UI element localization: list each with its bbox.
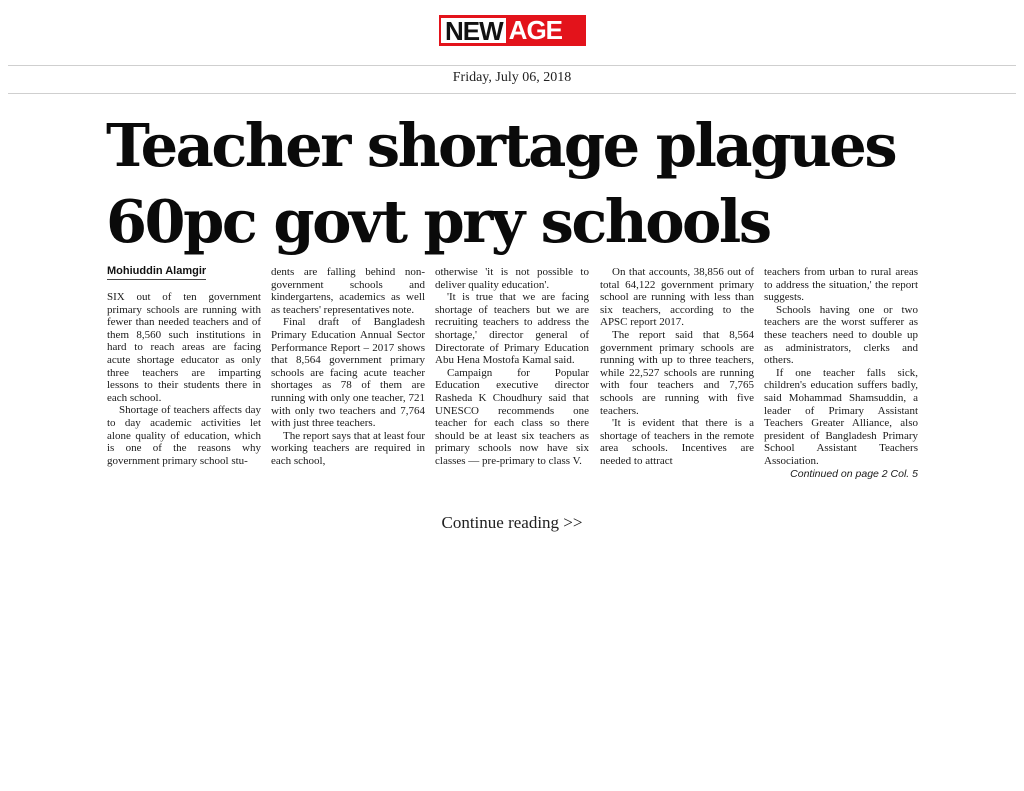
- headline-line-2: 60pc govt pry schools: [106, 187, 770, 256]
- paragraph: Schools having one or two teachers are the worst sufferer as these teachers need to double up as administrators, clerks and others.: [764, 303, 918, 367]
- article-column-2: [271, 266, 425, 468]
- headline-line-1: Teacher shortage plagues: [106, 111, 896, 180]
- paragraph: Final draft of Bangladesh Primary Education Annual Sector Performance Report – 2017 shows that 8,564 government primary schools are facing acute teacher shortages as 78 of them are running with only one teacher, 721 with only two teachers and 7,764 with just three teachers.: [271, 316, 425, 430]
- paragraph: SIX out of ten government primary schools are running with fewer than needed teachers and of them 8,560 such institutions in hard to reach areas are facing acute shortage educator as only three teachers are imparting lessons to their students there in each school.: [107, 291, 261, 404]
- paragraph: 'It is true that we are facing shortage of teachers but we are recruiting teachers to address the shortage,' director general of Directorate of Primary Education Abu Hena Mostofa Kamal said.: [435, 291, 589, 367]
- paragraph: Campaign for Popular Education executive director Rasheda K Choudhury said that UNESCO recommends one teacher for each class so there should be at least six teachers as primary schools now have six classes — pre-primary to class V.: [435, 366, 589, 467]
- paragraph: dents are falling behind non-government schools and kindergartens, academics as well as teachers' representatives note.: [271, 266, 425, 316]
- continue-reading-link[interactable]: Continue reading >>: [441, 513, 583, 532]
- byline: Mohiuddin Alamgir: [107, 265, 206, 280]
- paragraph: 'It is evident that there is a shortage of teachers in the remote area schools. Incentives are needed to attract: [600, 417, 754, 467]
- date-divider: [8, 93, 1016, 94]
- article-column-1: [107, 291, 261, 467]
- logo-age: AGE: [508, 15, 563, 45]
- article-column-5: [764, 266, 918, 480]
- paragraph: The report says that at least four working teachers are required in each school,: [271, 429, 425, 467]
- logo-new: NEW: [441, 18, 506, 43]
- continued-note: Continued on page 2 Col. 5: [790, 467, 918, 480]
- article-column-3: [435, 266, 589, 468]
- paragraph: The report said that 8,564 government primary schools are running with up to three teachers, while 22,527 schools are running with four teachers and 7,765 schools are running with five teachers.: [600, 328, 754, 417]
- paragraph: otherwise 'it is not possible to deliver quality education'.: [435, 266, 589, 291]
- masthead: [0, 0, 1024, 62]
- paragraph: Shortage of teachers affects day to day academic activities let alone quality of education, which is one of the reasons why government primary school stu-: [107, 404, 261, 467]
- paragraph: On that accounts, 38,856 out of total 64,122 government primary school are running with less than six teachers, according to the APSC report 2017.: [600, 266, 754, 329]
- newage-logo[interactable]: [439, 15, 586, 46]
- article-column-4: [600, 266, 754, 468]
- publication-date: Friday, July 06, 2018: [452, 70, 572, 85]
- paragraph: teachers from urban to rural areas to address the situation,' the report suggests.: [764, 266, 918, 304]
- paragraph: If one teacher falls sick, children's education suffers badly, said Mohammad Shamsuddin, a leader of Primary Assistant Teachers Greater Alliance, also president of Bangladesh Primary School Assistant Teachers Association.: [764, 366, 918, 467]
- top-divider: [8, 65, 1016, 66]
- article-headline: [106, 108, 936, 260]
